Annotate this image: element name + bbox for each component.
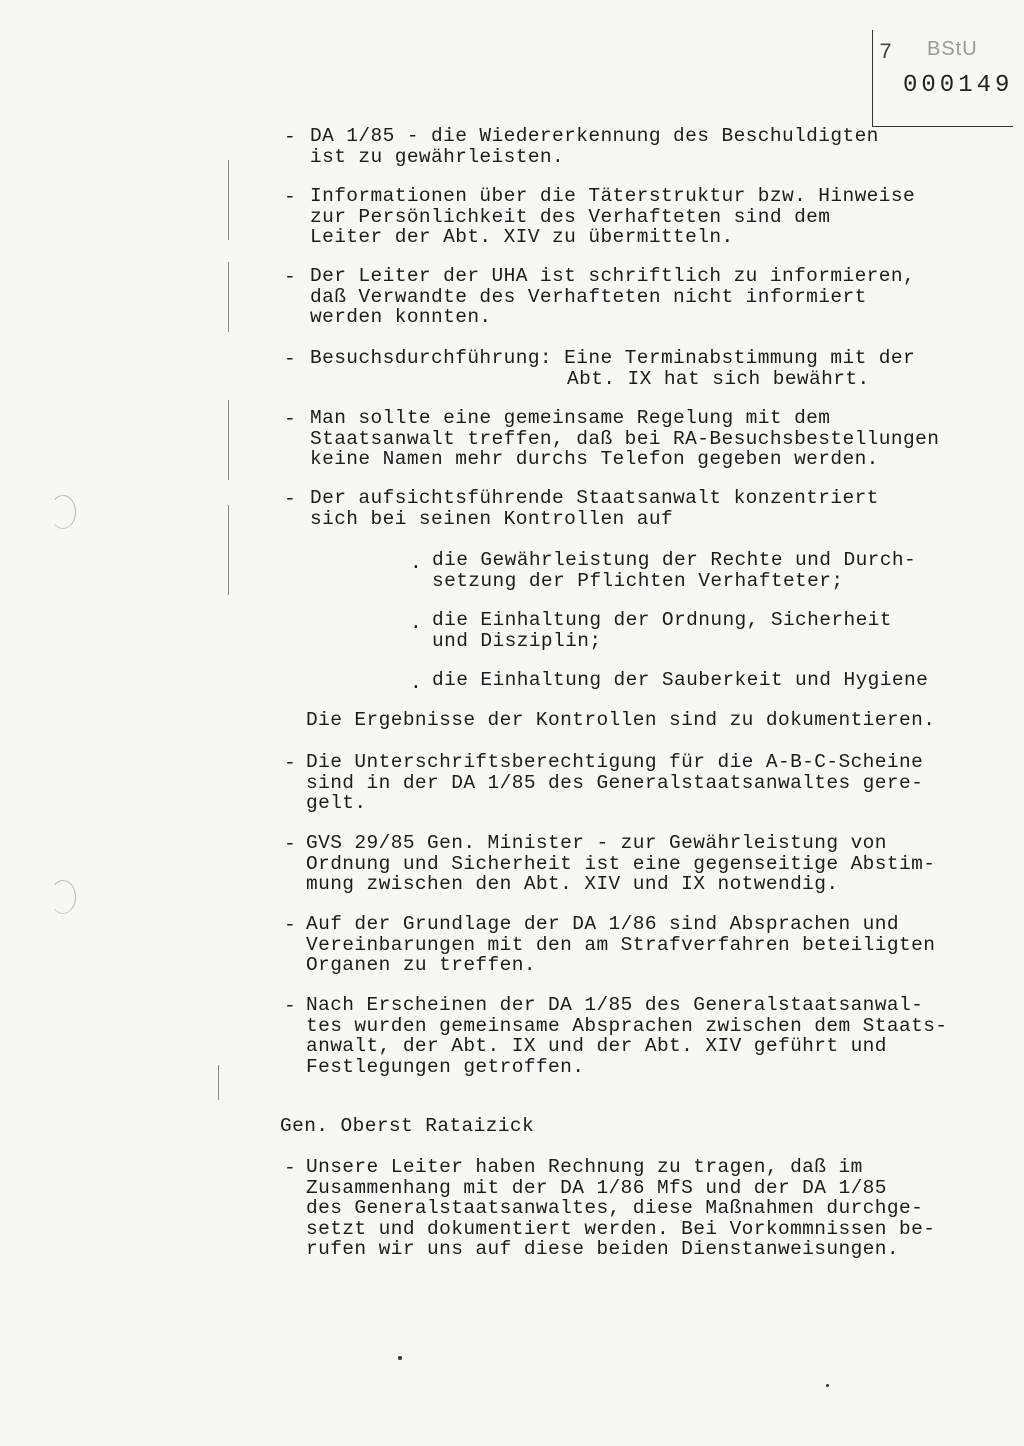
text-line: und Disziplin; [432,629,602,652]
text-line: setzt und dokumentiert werden. Bei Vorkommnissen be- [306,1217,936,1240]
bullet-marker: . [410,612,422,634]
paragraph [310,266,915,328]
text-line: werden konnten. [310,306,492,328]
text-line: Informationen über die Täterstruktur bzw. Hinweise [310,185,916,207]
paper-speck [398,1356,402,1360]
text-line: GVS 29/85 Gen. Minister - zur Gewährleistung von [306,832,887,854]
text-line: Besuchsdurchführung: Eine Terminabstimmung mit der [310,347,916,369]
dash-marker: - [284,186,296,208]
archive-stamp [872,30,1013,127]
text-line: die Einhaltung der Sauberkeit und Hygiene [432,669,929,691]
text-line: Festlegungen getroffen. [306,1055,585,1078]
margin-mark [218,1065,219,1100]
stamp-page-number: 7 [879,40,893,65]
dash-marker: - [284,266,296,288]
paragraph [306,752,923,814]
paragraph [310,348,915,389]
dash-marker: - [284,914,296,936]
text-line: die Einhaltung der Ordnung, Sicherheit [432,609,892,631]
margin-mark [228,160,229,240]
text-line: Man sollte eine gemeinsame Regelung mit dem [310,407,831,429]
dash-marker: - [284,995,296,1017]
text-line: Leiter der Abt. XIV zu übermitteln. [310,226,734,248]
text-line: Abt. IX hat sich bewährt. [567,367,870,390]
dash-marker: - [284,488,296,510]
paragraph [310,186,915,248]
text-line: ist zu gewährleisten. [310,145,565,168]
paragraph [306,833,935,895]
paragraph [310,488,879,529]
paragraph [306,1157,935,1260]
dash-marker: - [284,1157,296,1179]
text-line: mung zwischen den Abt. XIV und IX notwendig. [306,873,839,895]
stamp-archive-name: BStU [927,38,978,60]
paragraph [306,710,935,731]
text-line: setzung der Pflichten Verhafteter; [432,569,844,592]
sub-paragraph [432,550,916,591]
text-line: Der Leiter der UHA ist schriftlich zu informieren, [310,265,916,287]
stamp-serial-number: 000149 [903,72,1014,99]
text-line: keine Namen mehr durchs Telefon gegeben werden. [310,448,879,470]
paragraph [310,126,879,167]
bullet-marker: . [410,552,422,574]
speaker-heading [280,1116,534,1137]
text-line: daß Verwandte des Verhafteten nicht informiert [310,285,867,308]
sub-paragraph [432,670,928,691]
text-line: DA 1/85 - die Wiedererkennung des Beschuldigten [310,125,879,147]
paragraph [306,914,935,976]
text-line: die Gewährleistung der Rechte und Durch- [432,549,917,571]
punch-hole [50,880,76,914]
dash-marker: - [284,126,296,148]
bullet-marker: . [410,672,422,694]
sub-paragraph [432,610,892,651]
text-line: Zusammenhang mit der DA 1/86 MfS und der DA 1/85 [306,1176,887,1199]
text-line: sind in der DA 1/85 des Generalstaatsanwaltes gere- [306,771,924,794]
margin-mark [228,262,229,332]
paragraph [306,995,947,1077]
text-line: Unsere Leiter haben Rechnung zu tragen, daß im [306,1156,863,1178]
text-line: Gen. Oberst Rataizick [280,1115,535,1137]
text-line: anwalt, der Abt. IX und der Abt. XIV geführt und [306,1035,887,1057]
text-line: Ordnung und Sicherheit ist eine gegenseitige Abstim- [306,852,936,875]
text-line: Auf der Grundlage der DA 1/86 sind Absprachen und [306,913,899,935]
text-line: zur Persönlichkeit des Verhafteten sind dem [310,205,831,228]
margin-mark [228,400,229,480]
text-line: Organen zu treffen. [306,954,536,976]
paragraph [310,408,939,470]
paper-speck [826,1384,829,1387]
text-line: sich bei seinen Kontrollen auf [310,507,674,530]
dash-marker: - [284,348,296,370]
text-line: Staatsanwalt treffen, daß bei RA-Besuchsbestellungen [310,427,940,450]
text-line: Die Unterschriftsberechtigung für die A-B-C-Scheine [306,751,924,773]
text-line: Die Ergebnisse der Kontrollen sind zu dokumentieren. [306,709,936,731]
text-line: tes wurden gemeinsame Absprachen zwischen dem Staats- [306,1014,948,1037]
dash-marker: - [284,833,296,855]
dash-marker: - [284,752,296,774]
text-line: gelt. [306,792,367,814]
text-line: Der aufsichtsführende Staatsanwalt konzentriert [310,487,879,509]
dash-marker: - [284,408,296,430]
margin-mark [228,505,229,595]
text-line: Vereinbarungen mit den am Strafverfahren beteiligten [306,933,936,956]
punch-hole [50,495,76,529]
text-line: Nach Erscheinen der DA 1/85 des Generalstaatsanwal- [306,994,924,1016]
text-line: rufen wir uns auf diese beiden Dienstanweisungen. [306,1238,899,1260]
text-line: des Generalstaatsanwaltes, diese Maßnahmen durchge- [306,1197,924,1219]
